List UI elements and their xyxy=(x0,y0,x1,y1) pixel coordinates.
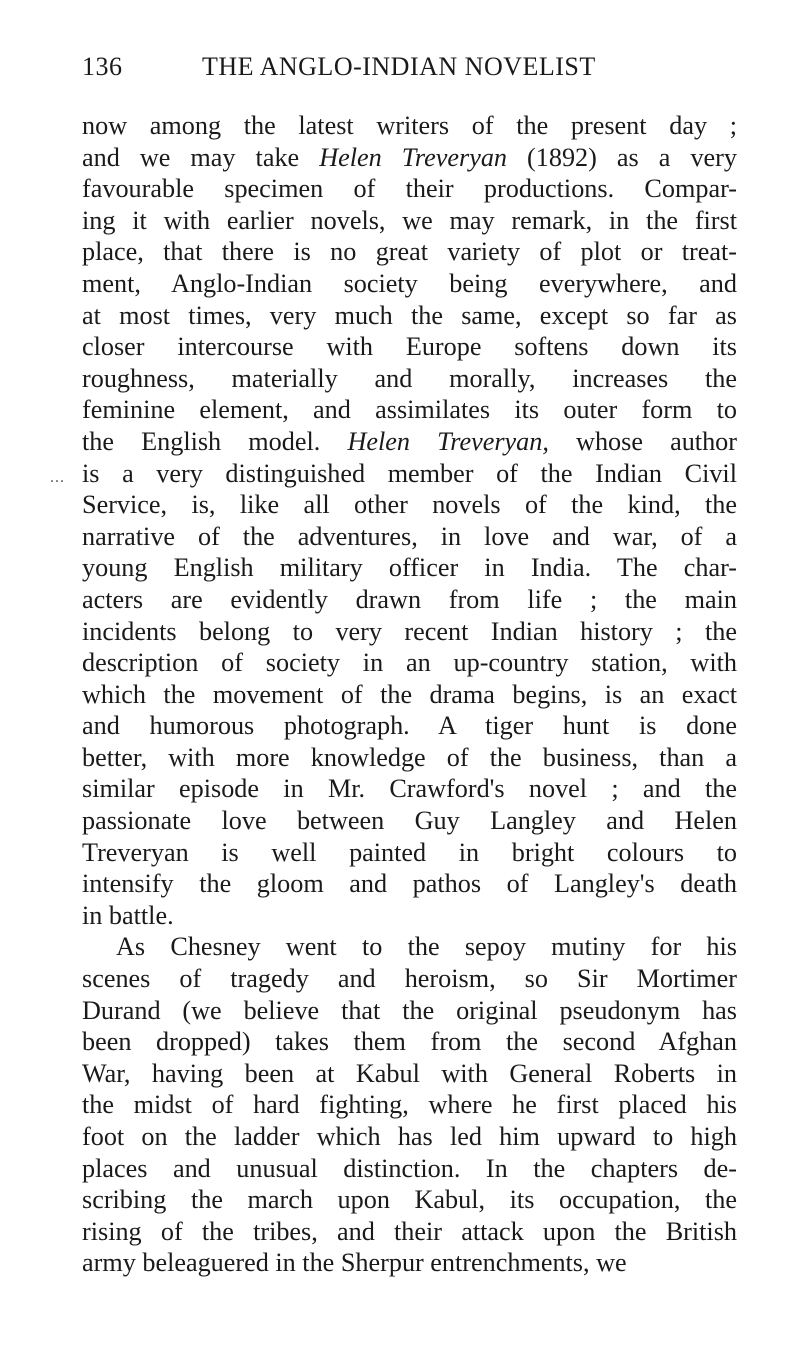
text-line: similar episode in Mr. Crawford's novel ; and the xyxy=(82,774,737,804)
text-line: War, having been at Kabul with General Roberts in xyxy=(82,1058,737,1088)
text-line: ing it with earlier novels, we may remark, in the first xyxy=(82,205,737,235)
text-line xyxy=(82,426,737,458)
page-header xyxy=(82,52,742,92)
text-line: scribing the march upon Kabul, its occupation, the xyxy=(82,1185,737,1215)
running-title: THE ANGLO-INDIAN NOVELIST xyxy=(202,52,596,81)
text-line: been dropped) takes them from the second Afghan xyxy=(82,1027,737,1057)
text-line: passionate love between Guy Langley and Helen xyxy=(82,806,737,836)
text-segment: and we may take xyxy=(82,142,320,172)
text-line: scenes of tragedy and heroism, so Sir Mortimer xyxy=(82,964,737,994)
text-line: young English military officer in India. The char- xyxy=(82,553,737,583)
italic-title: Helen Treveryan xyxy=(319,142,508,172)
text-line: Service, is, like all other novels of the kind, the xyxy=(82,490,737,520)
italic-title: Helen Treveryan, xyxy=(347,426,549,456)
text-line: ment, Anglo-Indian society being everywhere, and xyxy=(82,268,737,298)
page-number: 136 xyxy=(82,52,123,81)
text-line: roughness, materially and morally, increases the xyxy=(82,363,737,393)
text-line: army beleaguered in the Sherpur entrenchments, we xyxy=(82,1248,627,1278)
text-line: Treveryan is well painted in bright colours to xyxy=(82,837,737,867)
text-line: is a very distinguished member of the Indian Civil xyxy=(82,458,737,488)
text-segment: (1892) as a very xyxy=(507,142,737,172)
text-line: intensify the gloom and pathos of Langley's death xyxy=(82,869,737,899)
text-line: narrative of the adventures, in love and war, of a xyxy=(82,521,737,551)
text-line: acters are evidently drawn from life ; the main xyxy=(82,584,737,614)
text-line: feminine element, and assimilates its outer form to xyxy=(82,395,737,425)
text-line: Durand (we believe that the original pseudonym has xyxy=(82,995,737,1025)
text-line: favourable specimen of their productions. Compar- xyxy=(82,174,737,204)
text-line: As Chesney went to the sepoy mutiny for his xyxy=(116,932,737,962)
text-line: in battle. xyxy=(82,900,174,930)
text-line: places and unusual distinction. In the chapters de- xyxy=(82,1153,737,1183)
paragraph xyxy=(82,931,737,1279)
margin-pencil-mark: ... xyxy=(50,469,65,486)
text-line: at most times, very much the same, except so far as xyxy=(82,300,737,330)
text-line: the midst of hard fighting, where he first placed his xyxy=(82,1090,737,1120)
text-line: incidents belong to very recent Indian history ; the xyxy=(82,616,737,646)
text-line: closer intercourse with Europe softens down its xyxy=(82,332,737,362)
body-text xyxy=(82,110,737,1279)
text-line xyxy=(82,142,737,174)
text-line: description of society in an up-country station, with xyxy=(82,648,737,678)
text-line: and humorous photograph. A tiger hunt is done xyxy=(82,711,737,741)
text-line: now among the latest writers of the present day ; xyxy=(82,111,737,140)
text-segment: the English model. xyxy=(82,426,348,456)
text-line: rising of the tribes, and their attack upon the British xyxy=(82,1216,737,1246)
text-line: which the movement of the drama begins, is an exact xyxy=(82,679,737,709)
text-line: better, with more knowledge of the business, than a xyxy=(82,742,737,772)
text-segment: whose author xyxy=(548,426,737,456)
text-line: foot on the ladder which has led him upward to high xyxy=(82,1122,737,1151)
paragraph xyxy=(82,110,737,931)
text-line: place, that there is no great variety of plot or treat- xyxy=(82,237,737,267)
